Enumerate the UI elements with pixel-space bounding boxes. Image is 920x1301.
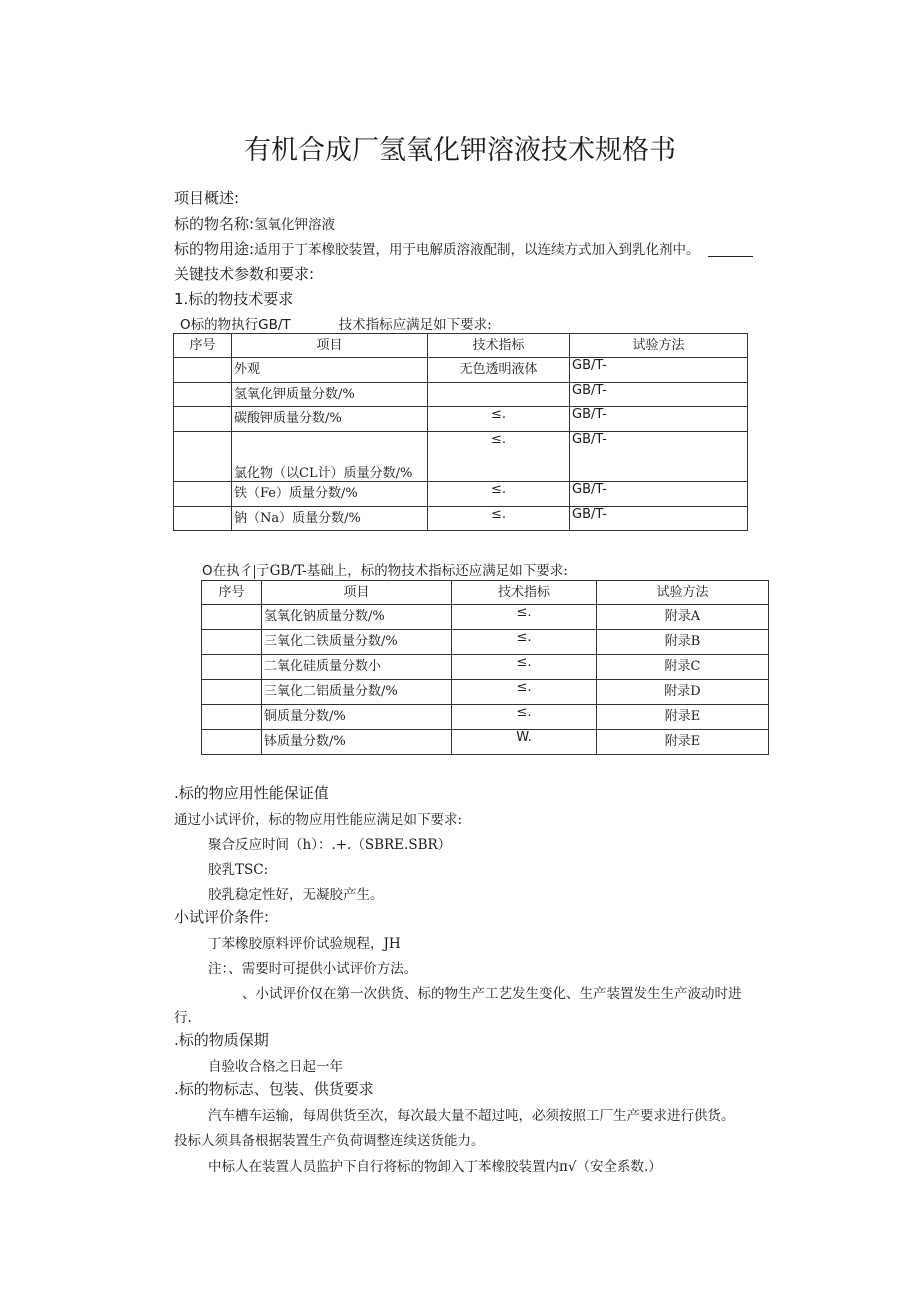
header-spec: 技术指标	[428, 334, 570, 358]
use-underline	[708, 256, 753, 257]
product-use-line	[174, 238, 700, 259]
row-no	[174, 407, 232, 432]
table-row	[174, 383, 748, 407]
header-item: 项目	[262, 581, 452, 605]
table-row	[202, 730, 769, 755]
table-row	[174, 482, 748, 507]
evaluation-note-2: 、小试评价仅在第一次供货、标的物生产工艺发生变化、生产装置发生生产波动时进	[242, 986, 742, 1002]
row-no	[202, 705, 262, 730]
table-row	[174, 507, 748, 531]
row-spec: ≤.	[428, 482, 570, 507]
product-use-value: 适用于丁苯橡胶装置，用于电解质溶液配制，以连续方式加入到乳化剂中。	[254, 242, 700, 258]
row-spec: ≤.	[428, 507, 570, 531]
packaging-capacity: 投标人须具备根据装置生产负荷调整连续送货能力。	[174, 1133, 485, 1149]
table-row	[202, 705, 769, 730]
row-method: GB/T-	[570, 383, 748, 407]
row-item: 三氧化二铝质量分数/%	[262, 680, 452, 705]
row-item: 铜质量分数/%	[262, 705, 452, 730]
row-method: GB/T-	[570, 358, 748, 383]
header-no: 序号	[202, 581, 262, 605]
header-method: 试验方法	[597, 581, 769, 605]
row-item: 氢氧化钠质量分数/%	[262, 605, 452, 630]
row-spec: ≤.	[452, 705, 597, 730]
row-item: 钠（Na）质量分数/%	[232, 507, 428, 531]
table-row	[174, 407, 748, 432]
row-method: GB/T-	[570, 507, 748, 531]
row-item: 钵质量分数/%	[262, 730, 452, 755]
row-method: GB/T-	[570, 432, 748, 482]
row-no	[174, 507, 232, 531]
tech-requirements-heading: 1.标的物技术要求	[174, 290, 294, 308]
row-item: 三氧化二铁质量分数/%	[262, 630, 452, 655]
product-name-label: 标的物名称:	[174, 215, 255, 233]
row-no	[174, 383, 232, 407]
row-item: 外观	[232, 358, 428, 383]
row-method: 附录C	[597, 655, 769, 680]
row-no	[202, 630, 262, 655]
evaluation-heading: 小试评价条件:	[174, 908, 270, 926]
row-method: 附录D	[597, 680, 769, 705]
row-item: 二氧化硅质量分数小	[262, 655, 452, 680]
row-spec: 无色透明液体	[428, 358, 570, 383]
row-method: GB/T-	[570, 407, 748, 432]
product-name-value: 氢氧化钾溶液	[254, 217, 336, 233]
row-no	[174, 358, 232, 383]
row-no	[202, 680, 262, 705]
row-spec: ≤.	[452, 630, 597, 655]
row-method: 附录A	[597, 605, 769, 630]
performance-intro: 通过小试评价，标的物应用性能应满足如下要求:	[174, 812, 463, 828]
tech-spec-table	[173, 333, 748, 531]
table-row	[202, 680, 769, 705]
evaluation-procedure: 丁苯橡胶原料评价试验规程，JH	[208, 936, 401, 952]
overview-heading: 项目概述:	[174, 189, 240, 207]
row-no	[174, 482, 232, 507]
reaction-time-line: 聚合反应时间（h）：.+.（SBRE.SBR）	[208, 837, 452, 853]
row-spec: ≤.	[452, 605, 597, 630]
table1-intro-text: 技术指标应满足如下要求:	[338, 317, 492, 333]
row-method: 附录E	[597, 705, 769, 730]
table-row	[202, 655, 769, 680]
row-item: 碳酸钾质量分数/%	[232, 407, 428, 432]
row-item: 氢氧化钾质量分数/%	[232, 383, 428, 407]
packaging-transport: 汽车槽车运输，每周供货至次，每次最大量不超过吨，必须按照工厂生产要求进行供货。	[208, 1108, 735, 1124]
row-spec: ≤.	[428, 432, 570, 482]
table-row	[202, 605, 769, 630]
product-name-line	[174, 213, 335, 234]
row-spec: W.	[452, 730, 597, 755]
table-row	[202, 630, 769, 655]
evaluation-note-2-cont: 行.	[174, 1010, 192, 1026]
document-title: 有机合成厂氢氧化钾溶液技术规格书	[244, 135, 676, 166]
row-item: 铁（Fe）质量分数/%	[232, 482, 428, 507]
row-method: 附录B	[597, 630, 769, 655]
row-spec: ≤.	[452, 655, 597, 680]
header-method: 试验方法	[570, 334, 748, 358]
evaluation-note-1: 注：、需要时可提供小试评价方法。	[208, 961, 418, 977]
table2-intro-a: O在执彳	[202, 563, 254, 579]
row-item: 氯化物（以CL计）质量分数/%	[232, 432, 428, 482]
row-no	[202, 605, 262, 630]
latex-tsc-line: 胶乳TSC:	[208, 862, 269, 878]
table1-intro-standard: O标的物执行GB/T	[180, 317, 291, 333]
shelf-life-text: 自验收合格之日起一年	[208, 1059, 343, 1075]
row-method: 附录E	[597, 730, 769, 755]
header-item: 项目	[232, 334, 428, 358]
table2-intro	[202, 559, 568, 579]
latex-stability-line: 胶乳稳定性好，无凝胶产生。	[208, 887, 384, 903]
table-header-row	[174, 334, 748, 358]
table-row	[174, 432, 748, 482]
row-no	[202, 655, 262, 680]
extra-spec-table	[201, 580, 769, 755]
table-row	[174, 358, 748, 383]
row-no	[202, 730, 262, 755]
row-spec: ≤.	[452, 680, 597, 705]
table1-intro	[180, 313, 492, 333]
packaging-unloading: 中标人在装置人员监护下自行将标的物卸入丁苯橡胶装置内π√（安全系数.）	[208, 1159, 662, 1175]
key-params-heading: 关键技术参数和要求:	[174, 265, 315, 283]
header-spec: 技术指标	[452, 581, 597, 605]
row-method: GB/T-	[570, 482, 748, 507]
table2-intro-b: 亍GB/T-基础上，标的物技术指标还应满足如下要求:	[256, 563, 568, 579]
shelf-life-heading: .标的物质保期	[174, 1031, 269, 1049]
packaging-heading: .标的物标志、包装、供货要求	[174, 1080, 374, 1098]
row-no	[174, 432, 232, 482]
header-no: 序号	[174, 334, 232, 358]
performance-heading: .标的物应用性能保证值	[174, 784, 329, 802]
row-spec: ≤.	[428, 407, 570, 432]
row-spec	[428, 383, 570, 407]
product-use-label: 标的物用途:	[174, 240, 255, 258]
table-header-row	[202, 581, 769, 605]
